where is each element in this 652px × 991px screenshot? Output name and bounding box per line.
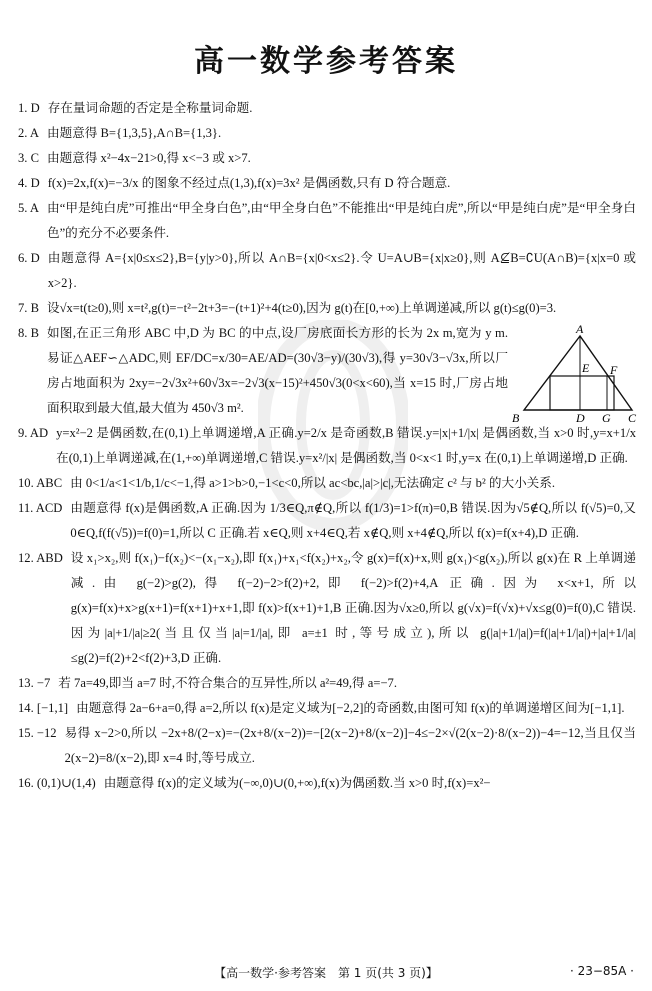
answer-number: 12. ABD [18,551,63,565]
answer-item-1 [18,96,636,121]
answer-item-15 [18,721,636,771]
answer-number: 1. D [18,101,40,115]
answer-number: 9. AD [18,426,49,440]
label-f: F [610,363,618,377]
answer-text: f(x)=2x,f(x)=−3/x 的图象不经过点(1,3),f(x)=3x² 是偶函数,只有 D 符合题意. [47,176,451,190]
answer-text: 由题意得 B={1,3,5},A∩B={1,3}. [47,126,222,140]
answer-number: 11. ACD [18,501,63,515]
answer-text: 由题意得 A={x|0≤x≤2},B={y|y>0},所以 A∩B={x|0<x≤2}.令 U=A∪B={x|x≥0},则 A⊈B=∁U(A∩B)={x|x=0 或 x>2}. [47,251,636,290]
answer-text: 存在量词命题的否定是全称量词命题. [47,101,253,115]
label-a: A [576,324,584,336]
answer-text: 若 7a=49,即当 a=7 时,不符合集合的互异性,所以 a²=49,得 a=−7. [58,676,398,690]
label-d: D [576,411,585,424]
answer-text: 由题意得 2a−6+a=0,得 a=2,所以 f(x)是定义域为[−2,2]的奇函数,由图可知 f(x)的单调递增区间为[−1,1]. [76,701,625,715]
answer-item-12 [18,546,636,671]
answer-text: 由题意得 f(x)的定义域为(−∞,0)∪(0,+∞),f(x)为偶函数.当 x>0 时,f(x)=x²− [103,776,491,790]
answer-text: y=x²−2 是偶函数,在(0,1)上单调递增,A 正确.y=2/x 是奇函数,B 错误.y=|x|+1/|x| 是偶函数,当 x>0 时,y=x+1/x 在(0,1)上单调递减,在(1,+∞)单调递增,C 错误.y=x²/|x| 是偶函数,当 0<x<1 时,y=x 在(0,1)上单调递增,D 正确. [56,426,636,465]
answer-number: 14. [−1,1] [18,701,69,715]
label-g: G [602,411,611,424]
answer-text: 设 x₁>x₂,则 f(x₁)−f(x₂)<−(x₁−x₂),即 f(x₁)+x₁<f(x₂)+x₂,令 g(x)=f(x)+x,则 g(x₁)<g(x₂),所以 g(x)在 R 上单调递减.由 g(−2)>g(2),得 f(−2)−2>f(2)+2,即 f(−2)>f(2)+4,A 正确.因为 x<x+1,所以 g(x)=f(x)+x>g(x+1)=f(x+1)+x+1,即 f(x)>f(x+1)+1,B 正确.因为√x≥0,所以 g(√x)=f(√x)+√x≤g(0)=f(0),C 错误.因为|a|+1/|a|≥2(当且仅当|a|=1/|a|,即 a=±1 时,等号成立),所以 g(|a|+1/|a|)=f(|a|+1/|a|)+|a|+1/|a|≤g(2)=f(2)+2<f(2)+3,D 正确. [70,551,636,665]
answer-number: 8. B [18,326,39,340]
footer-center-text: 【高一数学·参考答案 第 1 页(共 3 页)】 [214,966,438,980]
answer-number: 15. −12 [18,726,57,740]
answer-text: 由“甲是纯白虎”可推出“甲全身白色”,由“甲全身白色”不能推出“甲是纯白虎”,所以“甲是纯白虎”是“甲全身白色”的充分不必要条件. [47,201,636,240]
footer-code: · 23−85A · [569,964,634,978]
answer-text: 设√x=t(t≥0),则 x=t²,g(t)=−t²−2t+3=−(t+1)²+4(t≥0),因为 g(t)在[0,+∞)上单调递减,所以 g(t)≤g(0)=3. [47,301,557,315]
answer-number: 10. ABC [18,476,63,490]
answer-number: 16. (0,1)∪(1,4) [18,776,96,790]
answer-item-7 [18,296,636,321]
answer-text: 易得 x−2>0,所以 −2x+8/(2−x)=−(2x+8/(x−2))=−[2(x−2)+8/(x−2)]−4≤−2×√(2(x−2)·8/(x−2))−4=−12,当且仅当 2(x−2)=8/(x−2),即 x=4 时,等号成立. [64,726,636,765]
answer-number: 4. D [18,176,40,190]
answer-number: 5. A [18,201,39,215]
label-e: E [582,361,590,375]
answer-number: 7. B [18,301,39,315]
answer-item-16 [18,771,636,796]
answer-number: 3. C [18,151,39,165]
answer-item-14 [18,696,636,721]
answer-item-5 [18,196,636,246]
factory-rectangle [550,376,614,410]
answer-text: 由题意得 f(x)是偶函数,A 正确.因为 1/3∈Q,π∉Q,所以 f(1/3)=1>f(π)=0,B 错误.因为√5∉Q,所以 f(√5)=0,又 0∈Q,f(f(√5))=f(0)=1,所以 C 正确.若 x∈Q,则 x+4∈Q,若 x∉Q,则 x+4∉Q,所以 f(x)=f(x+4),D 正确. [70,501,636,540]
answer-number: 13. −7 [18,676,51,690]
answer-number: 2. A [18,126,39,140]
page-title: 高一数学参考答案 [194,44,458,79]
label-b: B [512,411,520,424]
answer-item-3 [18,146,636,171]
answer-item-2 [18,121,636,146]
label-c: C [628,411,637,424]
watermark-logo [258,320,408,530]
answer-text: 由 0<1/a<1<1/b,1/c<−1,得 a>1>b>0,−1<c<0,所以 ac<bc,|a|>|c|,无法确定 c² 与 b² 的大小关系. [70,476,556,490]
answer-item-13 [18,671,636,696]
answer-item-4 [18,171,636,196]
triangle-factory-figure [510,324,640,424]
answer-number: 6. D [18,251,40,265]
answer-text: 由题意得 x²−4x−21>0,得 x<−3 或 x>7. [47,151,251,165]
answer-item-6 [18,246,636,296]
answer-text: 如图,在正三角形 ABC 中,D 为 BC 的中点,设厂房底面长方形的长为 2x m,宽为 y m.易证△AEF∽△ADC,则 EF/DC=x/30=AE/AD=(30√3−y)/(30√3),得 y=30√3−√3x,所以厂房占地面积为 2xy=−2√3x²+60√3x=−2√3(x−15)²+450√3(0<x<60),当 x=15 时,厂房占地面积取到最大值,最大值为 450√3 m². [47,326,508,415]
